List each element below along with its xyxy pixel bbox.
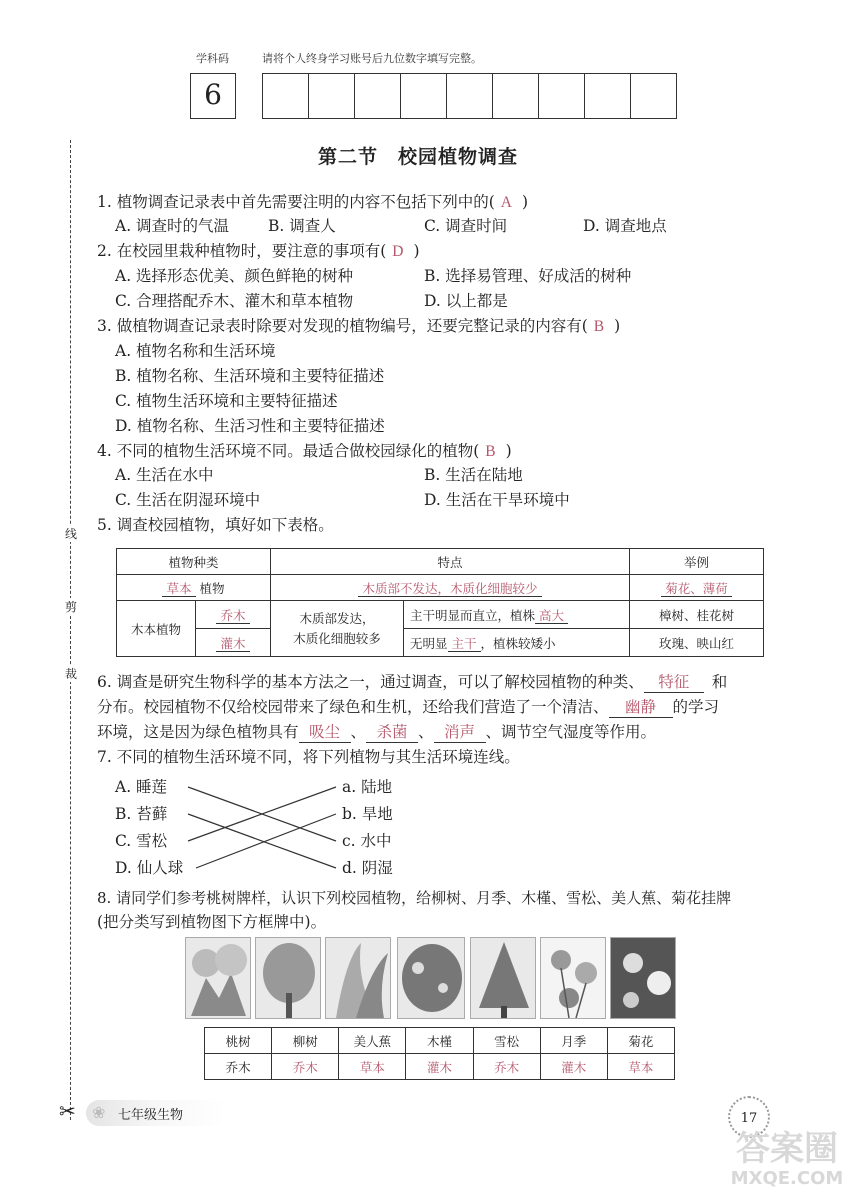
q6-text-1: 6. 调查是研究生物科学的基本方法之一，通过调查，可以了解校园植物的种类、	[97, 673, 644, 691]
woody-feature-1: 木质部发达，	[299, 610, 375, 626]
q1-option-c: C. 调查时间	[424, 217, 508, 235]
q6-text-2: 分布。校园植物不仅给校园带来了绿色和生机，还给我们营造了一个清洁、	[97, 698, 609, 716]
sign-type: 乔木	[272, 1054, 339, 1080]
q3-option-c: C. 植物生活环境和主要特征描述	[115, 392, 338, 410]
question-8-stem-1: 8. 请同学们参考桃树牌样，认识下列校园植物，给柳树、月季、木槿、雪松、美人蕉、菊花挂牌	[97, 889, 732, 907]
cut-char-trim: 裁	[64, 667, 77, 681]
cut-char-cut: 剪	[64, 600, 77, 614]
q6-text-1b: 和	[711, 673, 728, 691]
scissors-icon: ✂	[59, 1099, 76, 1123]
q3-option-d: D. 植物名称、生活习性和主要特征描述	[115, 417, 385, 435]
q6-text-2b: 的学习	[672, 698, 720, 716]
q2-close: )	[413, 242, 420, 260]
q4-stem: 4. 不同的植物生活环境不同。最适合做校园绿化的植物(	[97, 442, 480, 460]
q1-answer: A	[500, 194, 512, 211]
shrub-feature-suffix: ，植株较矮小	[480, 635, 556, 651]
q2-option-a: A. 选择形态优美、颜色鲜艳的树种	[115, 267, 354, 285]
subject-code-value: 6	[204, 78, 222, 111]
q3-answer: B	[593, 318, 605, 335]
sign-type: 灌木	[540, 1054, 607, 1080]
sign-type: 乔木	[205, 1054, 272, 1080]
q3-option-b: B. 植物名称、生活环境和主要特征描述	[115, 367, 385, 385]
woody-label: 木本植物	[117, 601, 196, 657]
q7-left-d: D. 仙人球	[115, 859, 184, 877]
canna-photo	[325, 937, 391, 1019]
q6-fill-3: 吸尘	[299, 722, 351, 743]
willow-photo	[255, 937, 321, 1019]
q6-text-3: 环境，这是因为绿色植物具有	[97, 723, 299, 741]
herb-example: 菊花、薄荷	[661, 581, 732, 597]
q2-option-d: D. 以上都是	[424, 292, 508, 310]
q7-right-b: b. 旱地	[342, 805, 393, 823]
cut-char-line: 线	[64, 527, 77, 541]
q7-right-c: c. 水中	[342, 832, 392, 850]
herb-fill: 草本	[162, 581, 195, 597]
q4-option-d: D. 生活在干旱环境中	[424, 491, 570, 509]
q1-stem: 1. 植物调查记录表中首先需要注明的内容不包括下列中的(	[97, 193, 495, 211]
watermark-url: MXQE.COM	[730, 1168, 844, 1189]
woody-feature-2: 木质化细胞较多	[293, 630, 381, 646]
q1-option-a: A. 调查时的气温	[115, 217, 230, 235]
q3-option-a: A. 植物名称和生活环境	[115, 342, 276, 360]
q6-sep-2: 、	[418, 723, 434, 741]
tree-example: 樟树、桂花树	[630, 601, 764, 629]
shrub-fill: 灌木	[216, 636, 249, 652]
chrysanthemum-photo	[610, 937, 676, 1019]
sign-name: 桃树	[205, 1028, 272, 1054]
q6-text-3b: 、调节空气湿度等作用。	[485, 723, 657, 741]
page-number: 17	[740, 1111, 758, 1126]
footer-banner	[86, 1100, 226, 1126]
section-title: 第二节 校园植物调查	[318, 146, 519, 168]
q1-option-d: D. 调查地点	[583, 217, 667, 235]
q7-left-b: B. 苔藓	[115, 805, 168, 823]
q6-fill-4: 杀菌	[366, 722, 418, 743]
q2-option-b: B. 选择易管理、好成活的树种	[424, 267, 632, 285]
sign-type: 草本	[339, 1054, 406, 1080]
q4-close: )	[505, 442, 512, 460]
flower-icon: ❀	[92, 1103, 106, 1122]
account-instruction: 请将个人终身学习账号后九位数字填写完整。	[262, 52, 482, 65]
watermark-logo	[722, 1130, 852, 1190]
cedar-photo	[470, 937, 536, 1019]
q6-sep-1: 、	[350, 723, 367, 741]
book-title: 七年级生物	[118, 1108, 184, 1123]
q7-right-a: a. 陆地	[342, 778, 393, 796]
header-plant-type: 植物种类	[117, 549, 271, 575]
q6-fill-2: 幽静	[609, 697, 673, 718]
plant-name-row	[205, 1028, 675, 1054]
hibiscus-photo	[397, 937, 465, 1019]
q6-fill-1: 特征	[644, 672, 704, 693]
watermark-text: 答案圈	[736, 1129, 838, 1169]
q2-option-c: C. 合理搭配乔木、灌木和草本植物	[115, 292, 354, 310]
sign-name: 柳树	[272, 1028, 339, 1054]
q3-stem: 3. 做植物调查记录表时除要对发现的植物编号，还要完整记录的内容有(	[97, 317, 588, 335]
sign-type: 乔木	[473, 1054, 540, 1080]
herb-feature: 木质部不发达，木质化细胞较少	[358, 581, 541, 597]
tree-feature-prefix: 主干明显而直立，植株	[410, 607, 536, 623]
sign-type: 草本	[607, 1054, 674, 1080]
shrub-feature-fill: 主干	[448, 636, 481, 652]
header-features: 特点	[271, 549, 630, 575]
plant-type-row	[205, 1054, 675, 1080]
question-7-stem: 7. 不同的植物生活环境不同，将下列植物与其生活环境连线。	[97, 748, 520, 766]
rose-photo	[540, 937, 606, 1019]
q4-option-a: A. 生活在水中	[115, 466, 214, 484]
question-8-stem-2: (把分类写到植物图下方框牌中)。	[97, 913, 327, 931]
question-5-stem: 5. 调查校园植物，填好如下表格。	[97, 516, 334, 534]
q1-option-b: B. 调查人	[268, 217, 336, 235]
header-examples: 举例	[630, 549, 764, 575]
q4-option-c: C. 生活在阴湿环境中	[115, 491, 261, 509]
q1-close: )	[521, 193, 529, 211]
q3-close: )	[614, 317, 621, 335]
herb-suffix: 植物	[199, 580, 225, 596]
q7-left-c: C. 雪松	[115, 832, 168, 850]
q2-stem: 2. 在校园里栽种植物时，要注意的事项有(	[97, 242, 387, 260]
shrub-example: 玫瑰、映山红	[630, 629, 764, 657]
q4-option-b: B. 生活在陆地	[424, 466, 523, 484]
sign-name: 月季	[540, 1028, 607, 1054]
sign-name: 木槿	[406, 1028, 473, 1054]
q4-answer: B	[485, 443, 496, 460]
sign-type: 灌木	[406, 1054, 473, 1080]
sign-name: 雪松	[473, 1028, 540, 1054]
q7-right-d: d. 阴湿	[342, 859, 393, 877]
plant-sign-table	[204, 1027, 675, 1080]
sign-name: 菊花	[607, 1028, 674, 1054]
tree-feature-fill: 高大	[535, 608, 568, 624]
q2-answer: D	[392, 243, 404, 260]
q6-fill-5: 消声	[434, 722, 486, 743]
peach-tree-photo	[185, 937, 251, 1019]
q7-left-a: A. 睡莲	[115, 778, 168, 796]
tree-fill: 乔木	[216, 608, 249, 624]
shrub-feature-prefix: 无明显	[410, 635, 448, 651]
sign-name: 美人蕉	[339, 1028, 406, 1054]
subject-code-label: 学科码	[196, 52, 229, 65]
